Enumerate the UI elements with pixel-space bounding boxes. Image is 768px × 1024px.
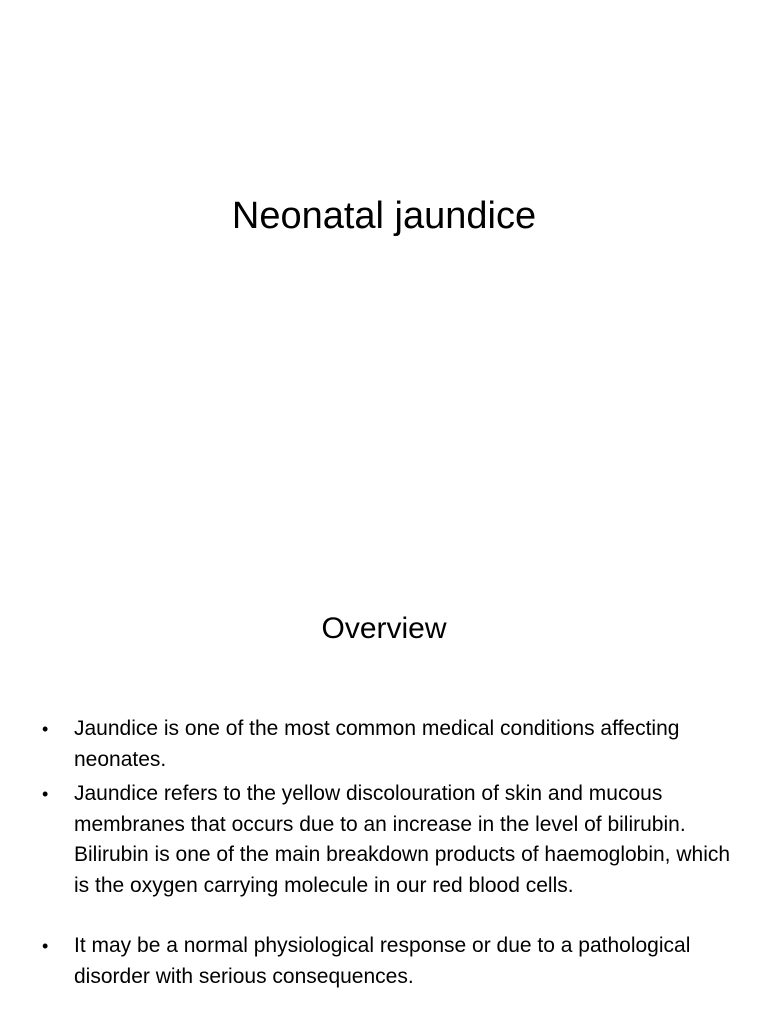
bullet-item	[42, 779, 732, 901]
overview-slide	[0, 576, 768, 1024]
bullet-list	[42, 714, 732, 996]
bullet-icon: •	[42, 719, 49, 739]
bullet-text: Jaundice refers to the yellow discolouration of skin and mucous membranes that occurs due to an increase in the level of bilirubin. Bilirubin is one of the main breakdown products of haemoglobin, which is the oxygen carrying molecule in our red blood cells.	[74, 782, 731, 897]
bullet-text: It may be a normal physiological response or due to a pathological disorder with serious consequences.	[74, 934, 691, 988]
bullet-icon: •	[42, 784, 49, 804]
bullet-item	[42, 714, 732, 775]
bullet-icon: •	[42, 936, 49, 956]
bullet-item	[42, 931, 732, 992]
bullet-text: Jaundice is one of the most common medical conditions affecting neonates.	[74, 717, 680, 771]
slide-title: Neonatal jaundice	[231, 195, 537, 237]
section-heading: Overview	[321, 612, 447, 645]
